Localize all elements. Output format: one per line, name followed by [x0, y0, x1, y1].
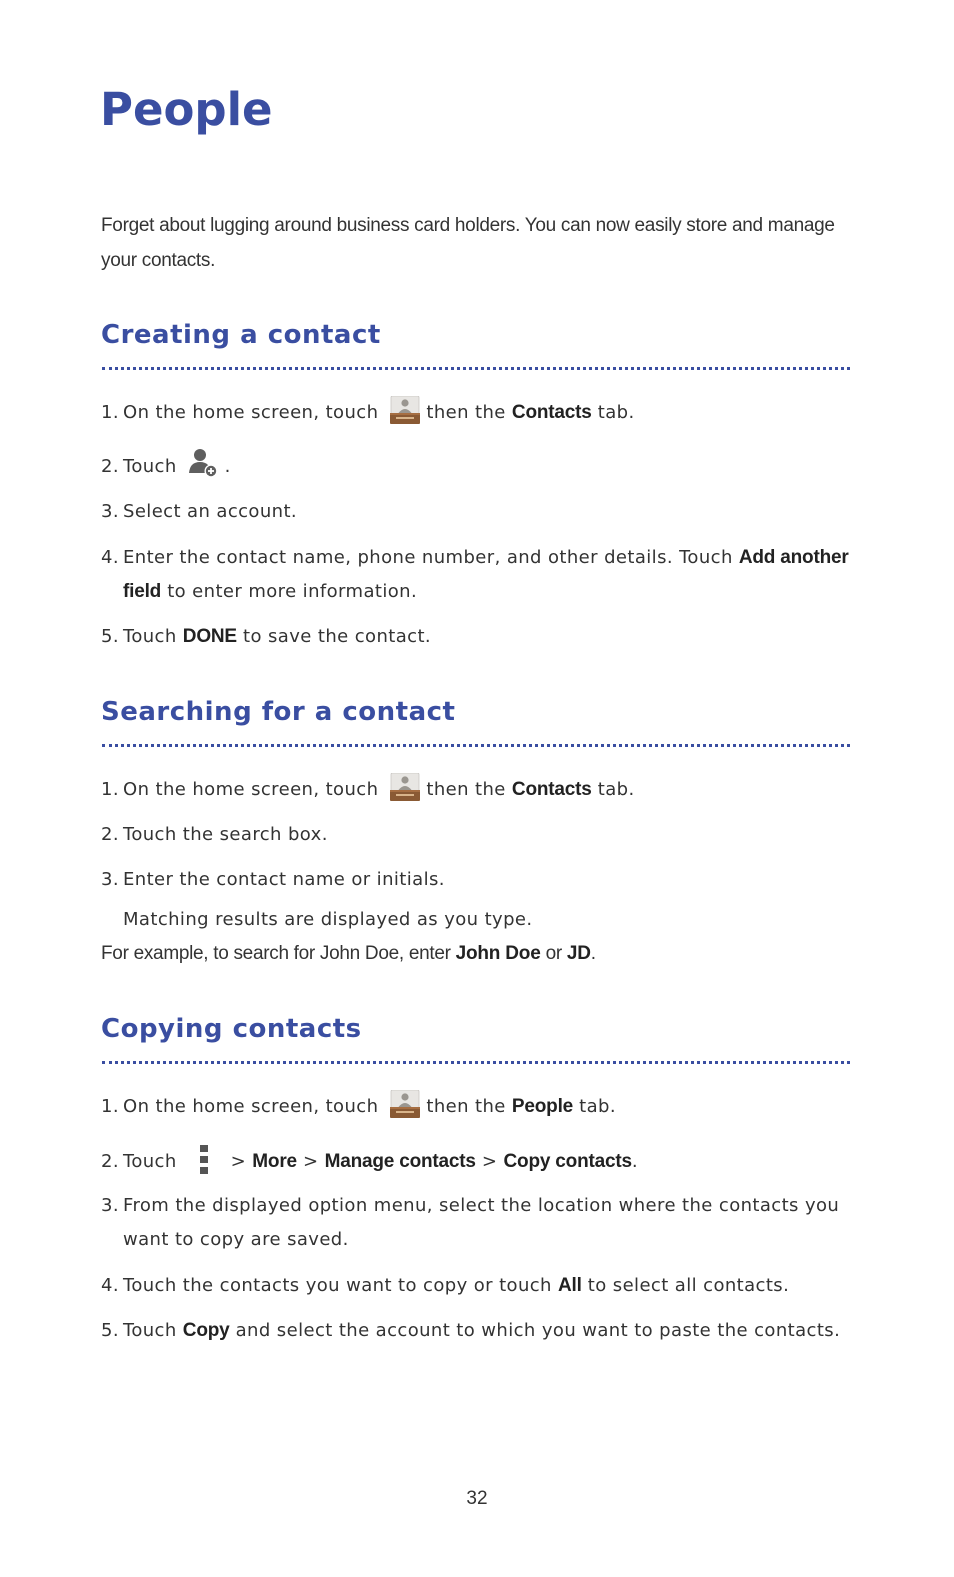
section-heading-searching-contact: Searching for a contact	[101, 697, 456, 727]
page-number: 32	[466, 1488, 488, 1509]
step-copying-5: 5. Touch Copy and select the account to which you want to paste the contacts.	[101, 1320, 841, 1341]
step-creating-5: 5. Touch DONE to save the contact.	[101, 626, 432, 647]
step-searching-3: 3. Enter the contact name or initials.	[101, 869, 445, 890]
section-heading-creating-contact: Creating a contact	[101, 320, 381, 350]
step-creating-3: 3. Select an account.	[101, 501, 298, 522]
add-contact-icon	[187, 447, 219, 479]
step-creating-2: 2. Touch .	[101, 450, 861, 484]
section-divider	[102, 1061, 850, 1064]
step-searching-2: 2. Touch the search box.	[101, 824, 328, 845]
step-copying-3: 3. From the displayed option menu, select the location where the contacts you want to copy are saved.	[101, 1195, 840, 1250]
overflow-menu-icon	[197, 1145, 211, 1175]
section-divider	[102, 367, 850, 370]
step-copying-4: 4. Touch the contacts you want to copy or touch All to select all contacts.	[101, 1275, 790, 1296]
intro-paragraph: Forget about lugging around business card holders. You can now easily store and manage your contacts.	[101, 215, 835, 271]
step-searching-1: 1. On the home screen, touch then the Contacts tab.	[101, 773, 861, 807]
contacts-app-icon	[390, 396, 420, 424]
contacts-app-icon	[390, 1090, 420, 1118]
step-copying-1: 1. On the home screen, touch then the People tab.	[101, 1090, 861, 1124]
section-heading-copying-contacts: Copying contacts	[101, 1014, 362, 1044]
step-creating-4: 4. Enter the contact name, phone number, and other details. Touch Add another field to enter more information.	[101, 547, 849, 602]
step-searching-3-detail: Matching results are displayed as you type.	[123, 909, 533, 930]
contacts-app-icon	[390, 773, 420, 801]
step-creating-1: 1. On the home screen, touch then the Contacts tab.	[101, 396, 861, 430]
search-example-note: For example, to search for John Doe, enter John Doe or JD.	[101, 943, 596, 964]
step-copying-2: 2. Touch > More > Manage contacts > Copy contacts.	[101, 1145, 861, 1179]
page-title: People	[100, 83, 273, 136]
section-divider	[102, 744, 850, 747]
